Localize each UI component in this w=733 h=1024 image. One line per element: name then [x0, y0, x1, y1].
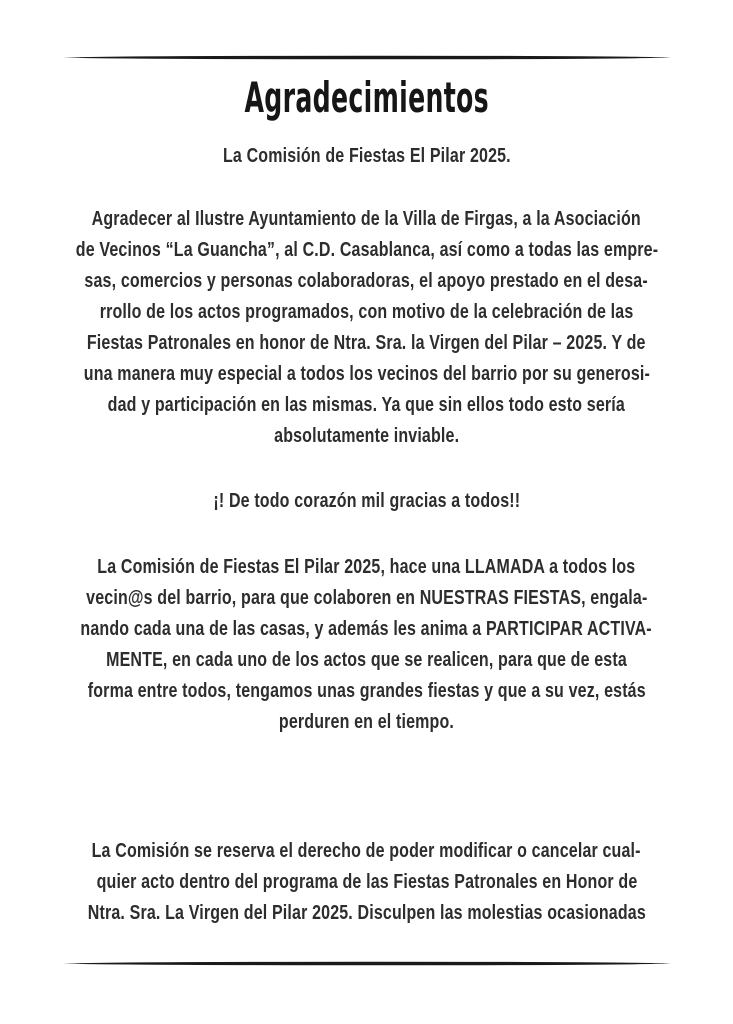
ornament-line-top — [63, 55, 671, 60]
paragraph-line: MENTE, en cada uno de los actos que se realicen, para que de esta — [106, 649, 627, 671]
title-row — [0, 74, 733, 120]
thanks-line-row — [0, 486, 733, 517]
paragraph-line: de Vecinos “La Guancha”, al C.D. Casablanca, así como a todas las empre- — [75, 239, 658, 261]
acknowledgement-paragraph — [0, 204, 733, 452]
call-to-participation-paragraph — [0, 552, 733, 738]
committee-heading: La Comisión de Fiestas El Pilar 2025. — [222, 145, 511, 167]
thanks-line: ¡! De todo corazón mil gracias a todos!! — [213, 490, 520, 512]
paragraph-line: vecin@s del barrio, para que colaboren en NUESTRAS FIESTAS, engala- — [85, 587, 648, 609]
page-title: Agradecimientos — [244, 72, 489, 122]
paragraph-line: absolutamente inviable. — [273, 425, 460, 447]
paragraph-line: quier acto dentro del programa de las Fiestas Patronales en Honor de — [96, 871, 637, 893]
paragraph-line: sas, comercios y personas colaboradoras, el apoyo prestado en el desa- — [84, 270, 649, 292]
paragraph-line: Ntra. Sra. La Virgen del Pilar 2025. Disculpen las molestias ocasionadas — [87, 902, 646, 924]
paragraph-line: La Comisión se reserva el derecho de poder modificar o cancelar cual- — [91, 840, 642, 862]
paragraph-line: perduren en el tiempo. — [278, 711, 455, 733]
paragraph-line: nando cada una de las casas, y además les anima a PARTICIPAR ACTIVA- — [80, 618, 653, 640]
paragraph-line: Agradecer al Ilustre Ayuntamiento de la Villa de Firgas, a la Asociación — [91, 208, 642, 230]
paragraph-line: dad y participación en las mismas. Ya que sin ellos todo esto sería — [107, 394, 626, 416]
paragraph-line: forma entre todos, tengamos unas grandes fiestas y que a su vez, estás — [87, 680, 646, 702]
disclaimer-paragraph — [0, 836, 733, 929]
paragraph-line: Fiestas Patronales en honor de Ntra. Sra. la Virgen del Pilar – 2025. Y de — [87, 332, 646, 354]
paragraph-line: una manera muy especial a todos los vecinos del barrio por su generosi- — [83, 363, 650, 385]
paragraph-line: La Comisión de Fiestas El Pilar 2025, hace una LLAMADA a todos los — [97, 556, 636, 578]
committee-heading-row — [0, 141, 733, 172]
paragraph-line: rrollo de los actos programados, con motivo de la celebración de las — [99, 301, 634, 323]
ornament-line-bottom — [63, 961, 671, 966]
